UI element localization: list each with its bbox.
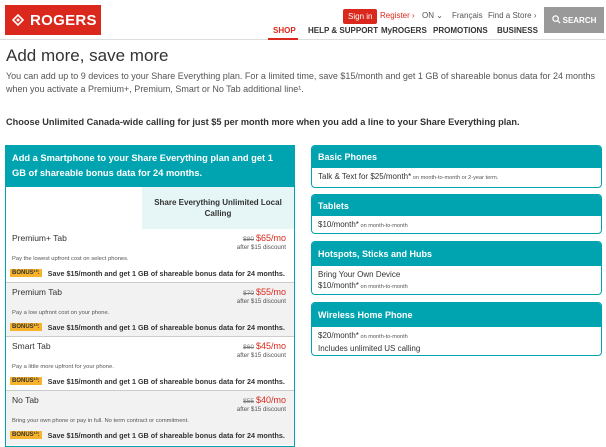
card-body (312, 266, 601, 295)
search-icon (552, 15, 563, 26)
nav-business[interactable]: BUSINESS (497, 26, 538, 35)
new-price: $65/mo (255, 233, 286, 243)
card-body (312, 216, 601, 234)
plan-price (176, 341, 286, 351)
rogers-logo-icon (11, 13, 25, 27)
discount-note: after $15 discount (236, 406, 286, 413)
province-label: ON (422, 11, 434, 20)
bonus-badge: BONUS¹³: (12, 270, 40, 276)
logo-text: ROGERS (30, 11, 97, 29)
card-basic-phones[interactable] (311, 145, 602, 188)
plan-price (176, 233, 286, 243)
plan-note: Pay a low upfront cost on your phone. (12, 310, 110, 316)
card-title: Tablets (312, 195, 601, 216)
bonus-row (10, 321, 292, 333)
card-wireless-home-phone[interactable] (311, 302, 602, 356)
plan-row-no-tab[interactable] (6, 391, 294, 445)
card-tablets[interactable] (311, 194, 602, 234)
plan-name: Premium Tab (12, 287, 62, 297)
bonus-text: Save $15/month and get 1 GB of shareable bonus data for 24 months. (47, 376, 285, 386)
plan-name: No Tab (12, 395, 39, 405)
nav-myrogers[interactable]: MyROGERS (381, 26, 427, 35)
discount-note: after $15 discount (236, 352, 286, 359)
sign-in-button[interactable]: Sign in (343, 9, 377, 24)
site-header (0, 0, 606, 40)
plan-price (176, 395, 286, 405)
bonus-badge: BONUS¹³: (12, 432, 40, 438)
province-select[interactable] (422, 11, 443, 20)
card-price: Talk & Text for $25/month* (318, 172, 412, 181)
language-link[interactable]: Français (452, 11, 483, 20)
search-button[interactable] (544, 7, 604, 33)
card-line-price (318, 280, 595, 293)
plan-price (176, 287, 286, 297)
bonus-badge: BONUS¹³: (12, 324, 40, 330)
bonus-text: Save $15/month and get 1 GB of shareable bonus data for 24 months. (47, 430, 285, 440)
card-hotspots-sticks-hubs[interactable] (311, 241, 602, 295)
find-store-label: Find a Store (488, 11, 532, 20)
column-header-share-everything: Share Everything Unlimited Local Calling (154, 198, 282, 218)
card-line-price (318, 330, 595, 343)
new-price: $55/mo (255, 287, 286, 297)
card-title: Hotspots, Sticks and Hubs (312, 242, 601, 266)
bonus-text: Save $15/month and get 1 GB of shareable bonus data for 24 months. (47, 322, 285, 332)
card-term: on month-to-month (358, 284, 408, 290)
bonus-row (10, 429, 292, 441)
bonus-text: Save $15/month and get 1 GB of shareable bonus data for 24 months. (47, 268, 285, 278)
card-line-byod: Bring Your Own Device (318, 270, 401, 279)
old-price: $55 (243, 398, 254, 405)
smartphone-plans-panel (5, 145, 295, 447)
column-header-row (6, 187, 294, 229)
plan-note: Pay a little more upfront for your phone. (12, 364, 114, 370)
nav-shop[interactable]: SHOP (273, 26, 296, 35)
bonus-badge: BONUS¹³: (12, 378, 40, 384)
new-price: $45/mo (255, 341, 286, 351)
plan-row-premium[interactable] (6, 283, 294, 337)
card-term: on month-to-month or 2-year term. (411, 175, 499, 181)
calling-subhead: Choose Unlimited Canada-wide calling for just $5 per month more when you add a line to your Share Everything plan. (6, 117, 520, 127)
card-body (312, 168, 601, 187)
rogers-logo[interactable] (5, 5, 101, 35)
discount-note: after $15 discount (236, 298, 286, 305)
card-term: on month-to-month (358, 223, 408, 229)
old-price: $80 (243, 236, 254, 243)
plan-name: Premium+ Tab (12, 233, 67, 243)
nav-active-indicator (268, 38, 298, 40)
smartphone-panel-heading: Add a Smartphone to your Share Everything plan and get 1 GB of shareable bonus data for 24 months. (6, 146, 294, 187)
chevron-right-icon: › (412, 11, 415, 20)
chevron-down-icon: ⌄ (436, 11, 443, 20)
discount-note: after $15 discount (236, 244, 286, 251)
intro-text: You can add up to 9 devices to your Share Everything plan. For a limited time, save $15/month and get 1 GB of shareable bonus data for 24 months when you activate a Premium+, Premium, Smart or No Tab additional line¹. (6, 71, 596, 94)
old-price: $70 (243, 290, 254, 297)
find-store-link[interactable] (488, 11, 536, 20)
nav-help-support[interactable]: HELP & SUPPORT (308, 26, 379, 35)
register-label: Register (380, 11, 410, 20)
card-title: Wireless Home Phone (312, 303, 601, 327)
plan-note: Pay the lowest upfront cost on select phones. (12, 256, 129, 262)
card-term: on month-to-month (358, 334, 408, 340)
register-link[interactable] (380, 11, 415, 20)
bonus-row (10, 267, 292, 279)
card-body (312, 327, 601, 356)
new-price: $40/mo (255, 395, 286, 405)
nav-promotions[interactable]: PROMOTIONS (433, 26, 488, 35)
bonus-row (10, 375, 292, 387)
plan-row-premium-plus[interactable] (6, 229, 294, 283)
card-price: $10/month* (318, 281, 359, 290)
card-line-us-calling: Includes unlimited US calling (318, 344, 421, 353)
page-title: Add more, save more (6, 46, 169, 65)
plan-note: Bring your own phone or pay in full. No term contract or commitment. (12, 418, 189, 424)
plan-row-smart[interactable] (6, 337, 294, 391)
search-label: SEARCH (562, 15, 597, 25)
chevron-right-icon: › (533, 11, 537, 20)
old-price: $60 (243, 344, 254, 351)
plan-name: Smart Tab (12, 341, 51, 351)
card-title: Basic Phones (312, 146, 601, 168)
card-price: $20/month* (318, 331, 359, 340)
card-price: $10/month* (318, 220, 359, 229)
